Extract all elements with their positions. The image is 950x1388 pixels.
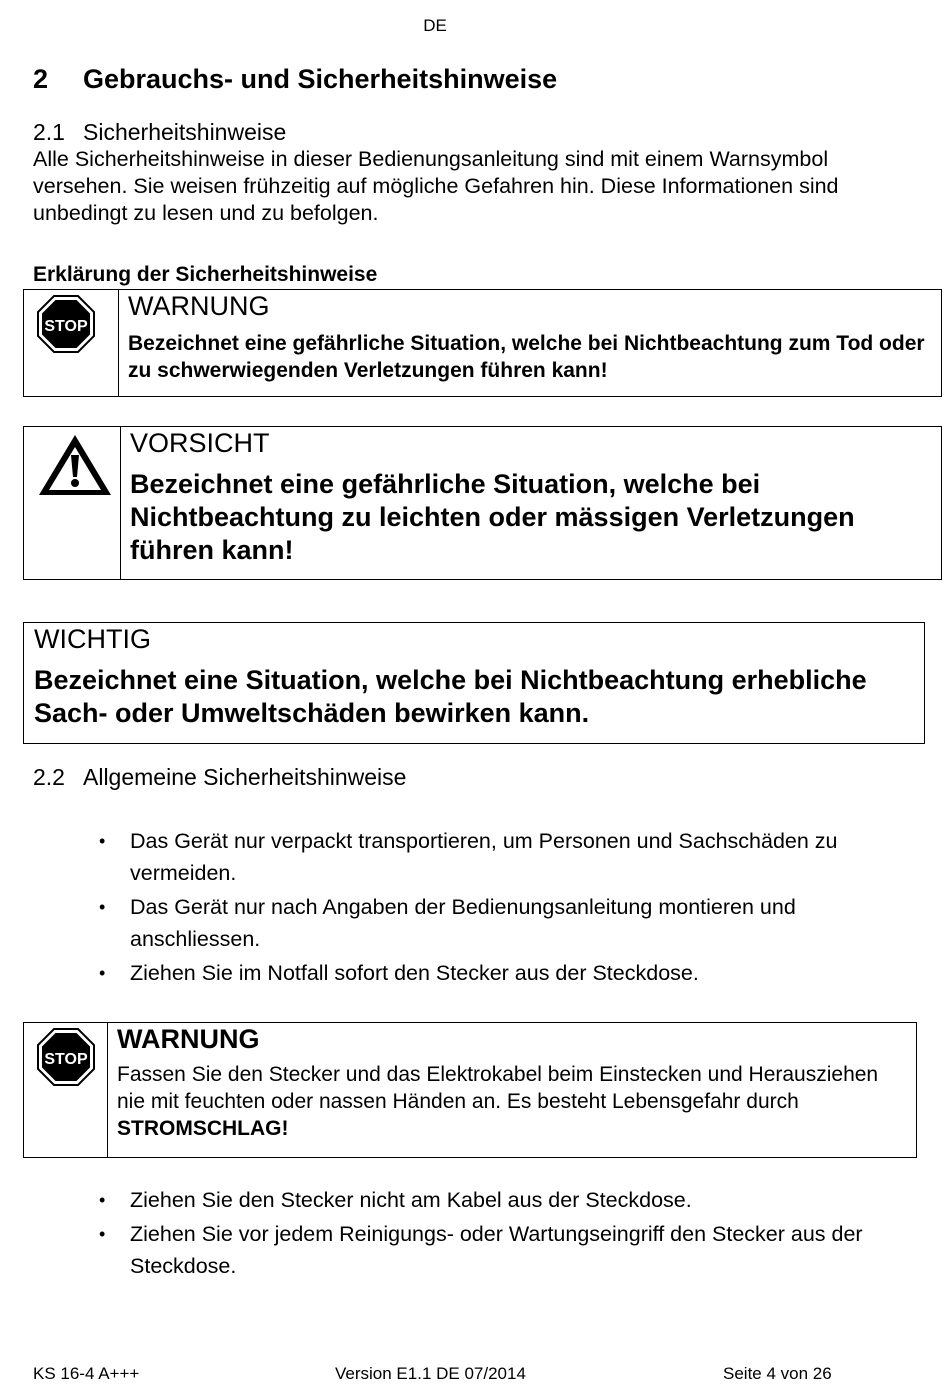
subsection-title: Allgemeine Sicherheitshinweise [83, 764, 407, 790]
list-item [33, 891, 913, 955]
footer-model: KS 16-4 A+++ [33, 1364, 140, 1383]
subsection-number: 2.2 [33, 764, 65, 790]
list-item-text: Das Gerät nur nach Angaben der Bedienungsanleitung montieren und anschliessen. [130, 895, 796, 951]
warning-box-electrical [23, 1022, 917, 1158]
footer-version: Version E1.1 DE 07/2014 [335, 1364, 526, 1383]
warning-title: WARNUNG [117, 1024, 260, 1054]
bullet-list-general [33, 825, 913, 991]
page-language-header: DE [423, 16, 447, 35]
caution-box [23, 426, 942, 580]
bullet-icon: • [99, 963, 106, 983]
subsection-title: Sicherheitshinweise [83, 119, 287, 145]
bullet-icon: • [99, 831, 106, 851]
list-item [33, 825, 913, 889]
stop-sign-icon [36, 1027, 96, 1087]
list-item-text: Das Gerät nur verpackt transportieren, um Personen und Sachschäden zu vermeiden. [130, 829, 838, 885]
section-heading [33, 64, 557, 95]
warning-box [23, 289, 942, 397]
warning-title: WARNUNG [128, 291, 270, 321]
list-item-text: Ziehen Sie den Stecker nicht am Kabel aus der Steckdose. [130, 1188, 692, 1212]
subsection-heading-2-1 [33, 119, 286, 146]
list-item [33, 1184, 913, 1216]
stop-sign-text: STOP [44, 1051, 88, 1068]
warning-text-body: Fassen Sie den Stecker und das Elektrokabel beim Einstecken und Herausziehen nie mit feuchten oder nassen Händen an. Es besteht Lebensgefahr durch [117, 1063, 879, 1113]
important-box [23, 622, 925, 744]
list-item-text: Ziehen Sie im Notfall sofort den Stecker aus der Steckdose. [130, 961, 699, 985]
bullet-icon: • [99, 1190, 106, 1210]
list-item [33, 957, 913, 989]
subsection-number: 2.1 [33, 119, 65, 145]
list-item [33, 1218, 913, 1282]
warning-icon-cell [24, 290, 119, 396]
warning-icon-cell [24, 1023, 108, 1157]
intro-paragraph: Alle Sicherheitshinweise in dieser Bedienungsanleitung sind mit einem Warnsymbol versehen. Sie weisen frühzeitig auf mögliche Gefahren hin. Diese Informationen sind unbedingt zu lesen und zu befolgen. [33, 147, 839, 225]
footer-page-number: Seite 4 von 26 [723, 1364, 832, 1383]
warning-text: Bezeichnet eine gefährliche Situation, welche bei Nichtbeachtung zum Tod oder zu schwerwiegenden Verletzungen führen kann! [128, 332, 925, 382]
caution-title: VORSICHT [130, 428, 270, 458]
warning-emphasis: STROMSCHLAG! [117, 1117, 289, 1140]
stop-sign-icon [36, 294, 96, 354]
important-text: Bezeichnet eine Situation, welche bei Nichtbeachtung erhebliche Sach- oder Umweltschäden bewirken kann. [34, 665, 867, 728]
explanation-heading: Erklärung der Sicherheitshinweise [33, 263, 378, 286]
warning-text [117, 1061, 907, 1142]
important-title: WICHTIG [34, 624, 151, 654]
section-title: Gebrauchs- und Sicherheitshinweise [83, 64, 558, 94]
bullet-icon: • [99, 897, 106, 917]
list-item-text: Ziehen Sie vor jedem Reinigungs- oder Wartungseingriff den Stecker aus der Steckdose. [130, 1222, 863, 1278]
bullet-icon: • [99, 1224, 106, 1244]
section-number: 2 [33, 64, 49, 94]
subsection-heading-2-2 [33, 764, 406, 791]
caution-icon-cell [24, 427, 121, 579]
stop-sign-text: STOP [44, 318, 88, 335]
bullet-list-plug [33, 1184, 913, 1284]
caution-text: Bezeichnet eine gefährliche Situation, welche bei Nichtbeachtung zu leichten oder mässigen Verletzungen führen kann! [130, 469, 855, 565]
warning-triangle-icon [36, 431, 114, 499]
